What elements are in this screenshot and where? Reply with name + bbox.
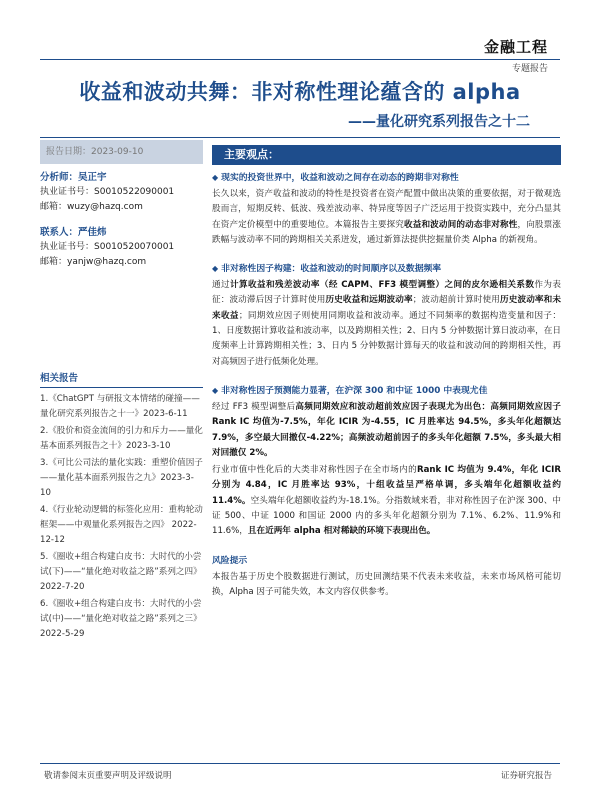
header-subbrand: 专题报告 — [511, 64, 548, 74]
report-date: 报告日期：2023-09-10 — [40, 140, 203, 164]
footer-disclaimer[interactable]: 敬请参阅末页重要声明及评级说明 — [44, 771, 172, 781]
header-rule — [40, 59, 560, 60]
section-paragraph: 行业市值中性化后的大类非对称性因子在全市场内的Rank IC 均值为 9.4%，年化 ICIR 分别为 4.84，IC 月胜率达 93%，十组收益呈严格单调，多头端年化超额收益约 11.4%。空头端年化超额收益约为-18.1%。分指数域来看，非对称性因子在沪深 300、中证 500、中证 1000 和国证 2000 内的多头年化超额分别为 7.1%、6.2%、11.9%和 11.6%，且在近两年 alpha 相对稀缺的环境下表现出色。 — [212, 465, 561, 537]
analyst-email[interactable]: 邮箱：wuzy@hazq.com — [40, 202, 143, 212]
risk-paragraph: 本报告基于历史个股数据进行测试，历史回测结果不代表未来收益，未来市场风格可能切换，Alpha 因子可能失效，本文内容仅供参考。 — [212, 571, 561, 597]
related-reports — [40, 370, 203, 644]
section-heading: ◆ 现实的投资世界中，收益和波动之间存在动态的跨期非对称性 — [212, 173, 459, 183]
bullet-icon: ◆ — [212, 385, 219, 395]
risk-section — [212, 554, 561, 601]
analyst-block — [40, 170, 203, 270]
title-rule — [40, 137, 560, 138]
analyst-license: 执业证书号：S0010522090001 — [40, 187, 175, 197]
report-title: 收益和波动共舞：非对称性理论蕴含的 alpha — [79, 80, 521, 104]
bullet-icon: ◆ — [212, 264, 219, 274]
related-item[interactable]: 1.《ChatGPT 与研报文本情绪的碰撞——量化研究系列报告之十一》2023-6-11 — [40, 394, 200, 419]
related-item[interactable]: 4.《行业轮动逻辑的标签化应用：重构轮动框架——中观量化系列报告之四》 2022-12-12 — [40, 505, 203, 545]
section-1 — [212, 171, 561, 248]
section-heading: ◆ 非对称性因子构建：收益和波动的时间顺序以及数据频率 — [212, 264, 442, 275]
section-paragraph: 通过计算收益和残差波动率（经 CAPM、FF3 模型调整）之间的皮尔逊相关系数作为表征：波动滞后因子计算时使用历史收益和远期波动率；波动超前计算时使用历史波动率和未来收益；同期效应因子则使用同期收益和波动率。通过不同频率的数据构造变量和因子：1、日度数据计算收益和波动率，以及跨期相关性；2、日内 5 分钟数据计算日波动率，在日度频率上计算跨期相关性；3、日内 5 分钟数据计算每天的收益和波动间的跨期相关性，再对高频因子进行低频化处理。 — [212, 280, 561, 367]
report-subtitle: ——量化研究系列报告之十二 — [348, 114, 530, 130]
bullet-icon: ◆ — [212, 173, 219, 182]
related-list — [40, 392, 203, 642]
left-column — [40, 140, 203, 270]
footer-label: 证券研究报告 — [500, 771, 552, 781]
analyst-name: 分析师：吴正宇 — [40, 172, 107, 183]
contact-email[interactable]: 邮箱：yanjw@hazq.com — [40, 257, 147, 267]
key-points-title: 主要观点： — [212, 145, 561, 165]
related-title: 相关报告 — [40, 370, 203, 388]
section-2 — [212, 262, 561, 370]
related-item[interactable]: 5.《圈收+组合构建白皮书：大时代的小尝试(下)——“量化绝对收益之路”系列之四》 2022-7-20 — [40, 552, 202, 592]
related-item[interactable]: 2.《股价和资金流间的引力和斥力——量化基本面系列报告之十》2023-3-10 — [40, 426, 203, 451]
section-3 — [212, 384, 561, 540]
contact-name: 联系人：严佳炜 — [40, 227, 107, 238]
section-heading: ◆ 非对称性因子预测能力显著，在沪深 300 和中证 1000 中表现尤佳 — [212, 385, 488, 396]
related-item[interactable]: 3.《可比公司法的量化实践：重塑价值因子——量化基本面系列报告之九》2023-3-10 — [40, 458, 203, 498]
footer-rule — [40, 763, 560, 764]
section-paragraph: 经过 FF3 模型调整后高频同期效应和波动超前效应因子表现尤为出色：高频同期效应因子 Rank IC 均值为-7.5%，年化 ICIR 为-4.55，IC 月胜率达 94.5%，多头年化超额达 7.9%，多空最大回撤仅-4.22%；高频波动超前因子的多头年化超额 7.5%，多头最大相对回撤仅 2%。 — [212, 401, 561, 458]
key-points — [212, 145, 561, 600]
contact-license: 执业证书号：S0010520070001 — [40, 242, 175, 252]
related-item[interactable]: 6.《圈收+组合构建白皮书：大时代的小尝试(中)——“量化绝对收益之路”系列之三》2022-5-29 — [40, 599, 202, 639]
header-brand: 金融工程 — [483, 38, 548, 56]
risk-heading: 风险提示 — [212, 555, 248, 566]
section-paragraph: 长久以来，资产收益和波动的特性是投资者在资产配置中做出决策的重要依据，对于微观选股而言，短期反转、低波、残差波动率、特异度等因子广泛运用于投资实践中，充分凸显其在资产定价模型中的重要地位。本篇报告主要探究收益和波动间的动态非对称性，向股票涨跌幅与波动率不同的跨期相关关系迸发，通过新算法提供挖掘量价类 Alpha 的新视角。 — [212, 189, 561, 245]
